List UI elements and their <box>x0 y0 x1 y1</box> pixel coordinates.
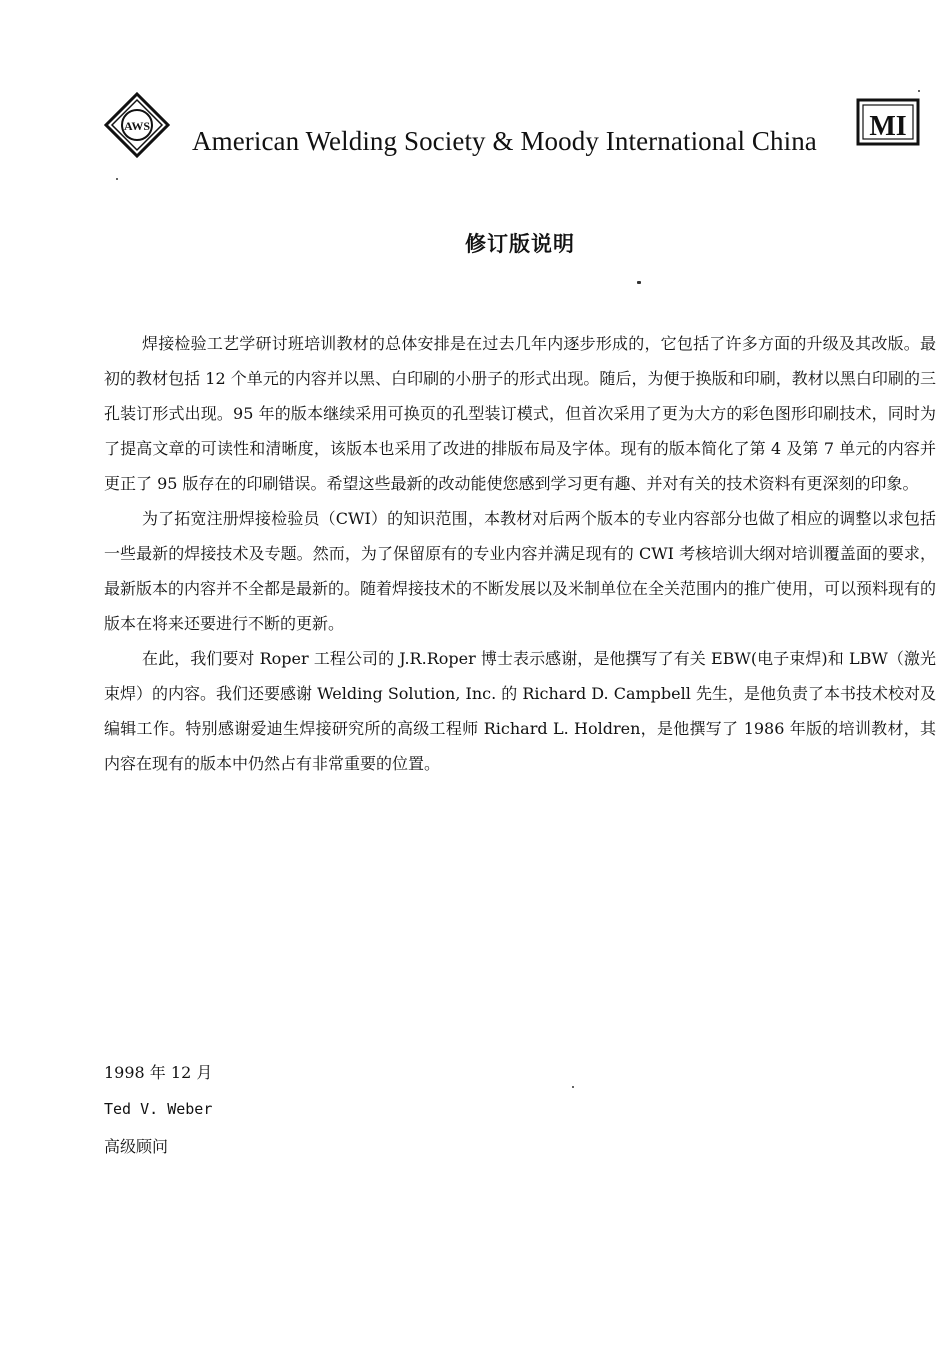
letterhead-title: American Welding Society & Moody International China <box>192 126 817 156</box>
aws-logo <box>104 92 170 158</box>
paragraph: 在此，我们要对 Roper 工程公司的 J.R.Roper 博士表示感谢，是他撰写了有关 EBW(电子束焊)和 LBW（激光束焊）的内容。我们还要感谢 Welding Solution, Inc. 的 Richard D. Campbell 先生，是他负责了本书技术校对及编辑工作。特别感谢爱迪生焊接研究所的高级工程师 Richard L. Holdren，是他撰写了 1986 年版的培训教材，其内容在现有的版本中仍然占有非常重要的位置。 <box>104 649 936 773</box>
moody-logo <box>856 98 920 146</box>
signature-date: 1998 年 12 月 <box>104 1063 213 1082</box>
body-text <box>104 326 936 781</box>
scan-speck <box>572 1086 574 1088</box>
moody-logo-text: MI <box>869 111 907 142</box>
paragraph: 焊接检验工艺学研讨班培训教材的总体安排是在过去几年内逐步形成的，它包括了许多方面的升级及其改版。最初的教材包括 12 个单元的内容并以黑、白印刷的小册子的形式出现。随后，为便于换版和印刷，教材以黑白印刷的三孔装订形式出现。95 年的版本继续采用可换页的孔型装订模式，但首次采用了更为大方的彩色图形印刷技术，同时为了提高文章的可读性和清晰度，该版本也采用了改进的排版布局及字体。现有的版本简化了第 4 及第 7 单元的内容并更正了 95 版存在的印刷错误。希望这些最新的改动能使您感到学习更有趣、并对有关的技术资料有更深刻的印象。 <box>104 334 936 493</box>
scan-speck <box>116 178 118 180</box>
letterhead <box>104 92 926 172</box>
signature-block <box>104 1054 212 1165</box>
aws-logo-text: AWS <box>123 119 151 133</box>
scan-speck <box>918 90 920 92</box>
page-title: 修订版说明 <box>465 232 575 256</box>
scan-speck <box>637 281 641 284</box>
signature-name: Ted V. Weber <box>104 1100 213 1118</box>
paragraph: 为了拓宽注册焊接检验员（CWI）的知识范围，本教材对后两个版本的专业内容部分也做了相应的调整以求包括一些最新的焊接技术及专题。然而，为了保留原有的专业内容并满足现有的 CWI 考核培训大纲对培训覆盖面的要求，最新版本的内容并不全都是最新的。随着焊接技术的不断发展以及米制单位在全关范围内的推广使用，可以预料现有的版本在将来还要进行不断的更新。 <box>104 509 937 633</box>
signature-role: 高级顾问 <box>104 1137 169 1156</box>
